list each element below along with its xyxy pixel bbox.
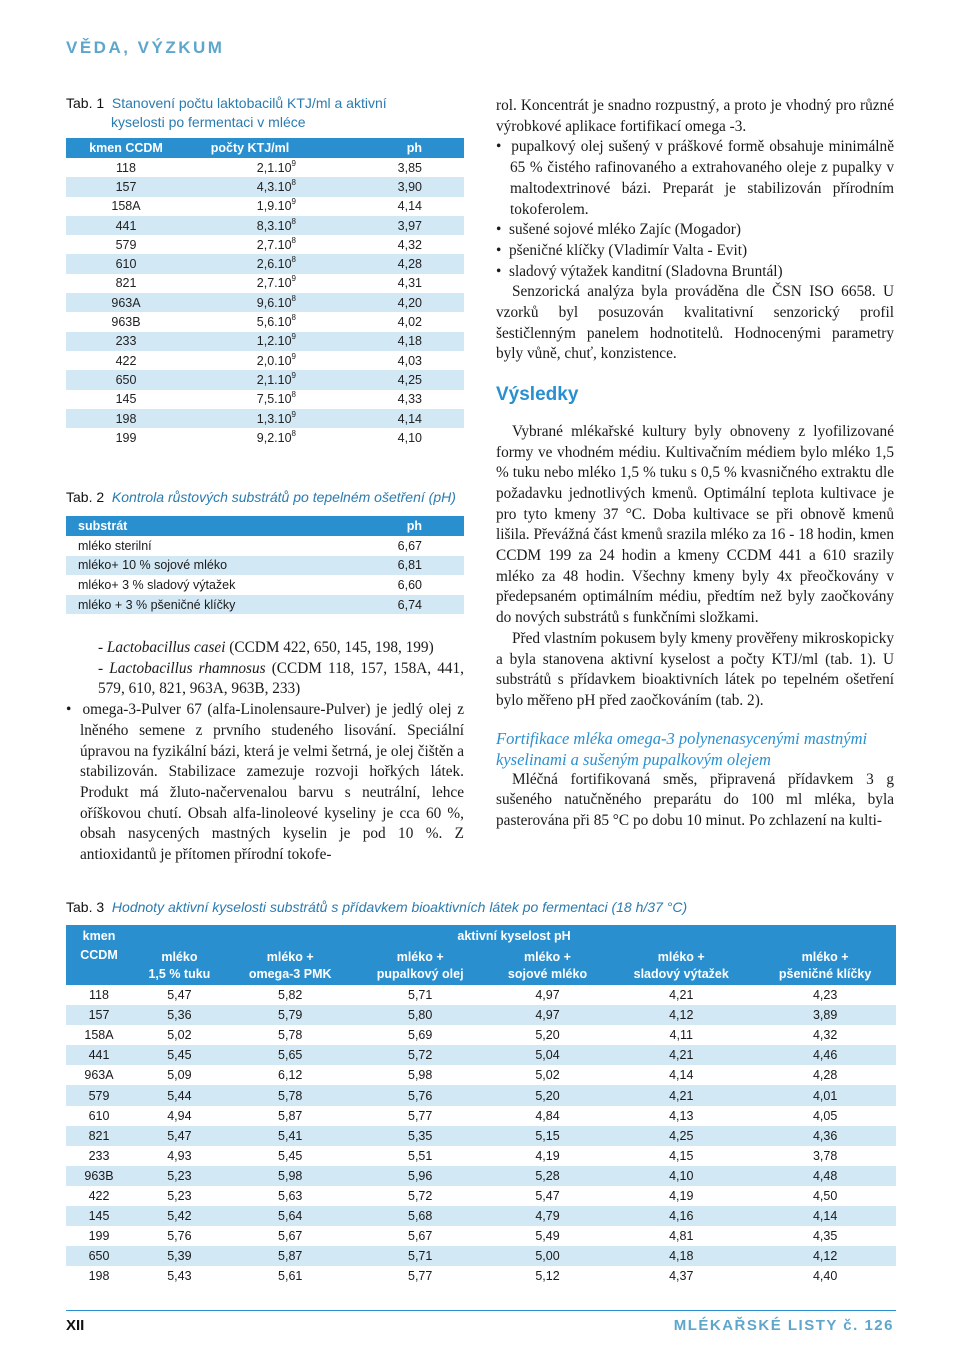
table3-cell: 4,84: [535, 1108, 560, 1123]
table1-cell-exponent: 9: [291, 158, 296, 168]
table1-cell-exponent: 9: [291, 332, 296, 342]
table1-cell-ph: 4,10: [397, 430, 422, 445]
table3-cell: 963B: [66, 1166, 132, 1186]
table3-row: [66, 1166, 896, 1186]
table3-cell: 5,41: [227, 1126, 354, 1146]
table3-cell: 5,00: [487, 1246, 608, 1266]
table3-cell: 5,12: [535, 1269, 560, 1284]
table1-cell-kmen: 233: [66, 332, 186, 351]
table1-cell-exponent: 8: [291, 177, 296, 187]
table1-cell-pocty: 5,6.10$^8$: [256, 313, 296, 330]
table3-cell: 5,43: [167, 1269, 192, 1284]
table3-cell: 5,49: [535, 1229, 560, 1244]
bullet-psenicne: • pšeničné klíčky (Vladimír Valta - Evit): [496, 241, 748, 259]
subsection-heading-fortifikace: Fortifikace mléka omega-3 polynenasycenými mastnými kyselinami a sušeným pupalkovým olejem: [496, 728, 868, 769]
table1-cell-ph: 4,18: [314, 332, 464, 351]
table3-row: [66, 1146, 896, 1166]
table3-cell: 4,16: [608, 1206, 754, 1226]
table3-cell: 5,82: [278, 988, 303, 1003]
table3-cell: 650: [66, 1246, 132, 1266]
table3-row: [66, 1025, 896, 1045]
table1-cell-exponent: 9: [291, 370, 296, 380]
table3-header-col: mléko + pupalkový olej: [354, 947, 487, 985]
table3-cell: 610: [88, 1108, 110, 1123]
table3-cell: 4,48: [754, 1166, 896, 1186]
table3-cell: 5,51: [408, 1148, 433, 1163]
table1-row: [66, 177, 464, 196]
table1-cell-pocty: 2,7.10$^9$: [256, 274, 296, 291]
table3-cell: 4,37: [669, 1269, 694, 1284]
table3-caption: [66, 898, 896, 917]
table1-cell-pocty: 2,1.10$^9$: [256, 158, 296, 175]
table1-cell-pocty: 8,3.10$^8$: [186, 216, 314, 235]
table1-cell-kmen: 118: [116, 160, 136, 175]
table1-row: [66, 197, 464, 216]
paragraph-mlecna: Mléčná fortifikovaná směs, připravená přídavkem 3 g sušeného natučněného preparátu do 100 ml mléka, byla pasterována při 85 °C po dobu 10 minut. Po zchlazení na kulti-: [496, 770, 894, 830]
table3-row: [66, 1106, 896, 1126]
table1-cell-exponent: 8: [291, 390, 296, 400]
table3-cell: 5,98: [227, 1166, 354, 1186]
table1-cell-ph: 4,28: [314, 254, 464, 273]
section-heading-vysledky: Výsledky: [496, 384, 579, 406]
table3-cell: 5,65: [227, 1045, 354, 1065]
table3-header-col: mléko + sojové mléko: [487, 947, 608, 985]
table3-cell: 4,50: [812, 1188, 838, 1203]
table1-cell-kmen: 579: [115, 237, 137, 252]
table1-cell-ph: 4,03: [397, 353, 422, 368]
table1-cell-ph: 4,20: [314, 293, 464, 312]
table1-cell-kmen: 650: [66, 370, 186, 389]
table2-cell-substrat: mléko + 3 % pšeničné klíčky: [66, 595, 338, 615]
paragraph-vybrane: Vybrané mlékařské kultury byly obnoveny z lyofilizované formy ve vhodném médiu. Kultivačním médiem bylo mléko 1,5 % tuku nebo mléko 1,5 % tuku s 0,5 % kvasničného extraktu dle požadavku jednotlivých kmenů. Optimální teplota kultivace je pro tyto kmeny 37 °C. Doba kultivace se při obnově kmenů lišila. Převážná část kmenů srazila mléko za 16 - 18 hodin, kmen CCDM 199 za 24 hodin a kmeny CCDM 441 a 610 srazily mléko za 48 hodin. Všechny kmeny byly 4x přeočkovány v předepsaném optimálním médiu, předtím než byly zaočkovány do nových substrátů s funkčními složkami.: [496, 422, 894, 627]
table3-cell: 5,71: [354, 1246, 487, 1266]
table3-row: [66, 1226, 896, 1246]
table1-row: [66, 216, 464, 235]
table3-cell: 4,21: [669, 988, 694, 1003]
table1-header-pocty: počty KTJ/ml: [186, 138, 314, 158]
table3-cell: 158A: [84, 1028, 114, 1043]
table3-row: [66, 1266, 896, 1286]
table1-cell-kmen: 821: [115, 276, 137, 291]
table3-cell: 4,14: [669, 1068, 694, 1083]
table1-cell-pocty: 2,0.10$^9$: [256, 351, 296, 368]
table1-cell-kmen: 963A: [66, 293, 186, 312]
table1-cell-kmen: 441: [66, 216, 186, 235]
table3-cell: 4,35: [812, 1229, 838, 1244]
footer-page-number: XII: [66, 1317, 85, 1334]
paragraph-rol: rol. Koncentrát je snadno rozpustný, a proto je vhodný pro různé výrobkové aplikace fortifikací omega -3.: [496, 97, 894, 135]
table2-cell-ph: 6,67: [397, 538, 422, 553]
table3-cell: 145: [66, 1206, 132, 1226]
table1: [66, 138, 464, 447]
table3-cell: 5,76: [354, 1085, 487, 1105]
table3-row: [66, 1246, 896, 1266]
table3-cell: 5,20: [487, 1085, 608, 1105]
footer-journal: MLÉKAŘSKÉ LISTY č. 126: [673, 1317, 894, 1334]
table1-cell-kmen: 145: [115, 392, 137, 407]
table1-row: [66, 158, 464, 177]
table1-cell-pocty: 1,9.10$^9$: [256, 197, 296, 214]
table2-cell-substrat: mléko+ 10 % sojové mléko: [66, 556, 338, 576]
table3-cell: 5,78: [278, 1028, 303, 1043]
table3-cell: 4,14: [754, 1206, 896, 1226]
bullet-omega3: • omega-3-Pulver 67 (alfa-Linolensaure-Pulver) je jedlý olej z lněného semene z prvního studeného lisování. Speciální úpravou na fyzikální bázi, která je velmi šetrná, je olej čištěn a stabilizován. Stabilizace zamezuje rozvoji hořkých látek. Produkt má žluto-načervenalou barvu s neutrální, lehce oříškovou chutí. Obsah alfa-linoleové kyseliny je cca 60 %, obsah nasycených mastných kyselin je pod 10 %. Z antioxidantů je přítomen přírodní tokofe-: [66, 701, 464, 864]
table1-cell-ph: 4,31: [397, 276, 422, 291]
table3-cell: 4,01: [754, 1085, 896, 1105]
table3-header-kmen: kmen: [66, 925, 132, 947]
table1-row: [66, 409, 464, 428]
table3-cell: 5,44: [132, 1085, 227, 1105]
table3-cell: 157: [66, 1005, 132, 1025]
table3-cell: 4,36: [754, 1126, 896, 1146]
table3-row: [66, 1186, 896, 1206]
table3-cell: 5,47: [535, 1188, 560, 1203]
table3-cell: 5,28: [487, 1166, 608, 1186]
table3-header-col: mléko + omega-3 PMK: [227, 947, 354, 985]
table3-cell: 5,35: [354, 1126, 487, 1146]
table1-row: [66, 293, 464, 312]
table1-cell-ph: 4,14: [314, 409, 464, 428]
table3-cell: 5,20: [535, 1028, 560, 1043]
table3-cell: 5,96: [354, 1166, 487, 1186]
table3-cell: 4,12: [608, 1005, 754, 1025]
table3-cell: 4,12: [754, 1246, 896, 1266]
table1-cell-ph: 4,32: [397, 237, 422, 252]
table3-cell: 4,32: [812, 1028, 838, 1043]
table1-row: [66, 332, 464, 351]
table1-cell-pocty: 2,1.10$^9$: [186, 370, 314, 389]
table1-cell-kmen: 158A: [111, 199, 141, 214]
table3-caption-text: Hodnoty aktivní kyselosti substrátů s přídavkem bioaktivních látek po fermentaci (18 h/37 °C): [111, 899, 688, 915]
table3-cell: 4,93: [167, 1148, 192, 1163]
table3-header-col: mléko + pšeničné klíčky: [754, 947, 896, 985]
table3-cell: 5,09: [167, 1068, 192, 1083]
table3-cell: 3,78: [812, 1148, 838, 1163]
table3-cell: 4,79: [487, 1206, 608, 1226]
table1-cell-exponent: 9: [291, 351, 296, 361]
table3-cell: 3,89: [754, 1005, 896, 1025]
bullet-sladovy: • sladový výtažek kanditní (Sladovna Bruntál): [496, 262, 783, 280]
table2-caption-text: Kontrola růstových substrátů po tepelném ošetření (pH): [111, 489, 456, 505]
table3-cell: 4,19: [535, 1148, 560, 1163]
table1-cell-exponent: 9: [291, 409, 296, 419]
table1-header-kmen: kmen CCDM: [66, 138, 186, 158]
table3-cell: 4,19: [669, 1188, 694, 1203]
table1-cell-exponent: 8: [291, 216, 296, 226]
table1-cell-ph: 4,25: [314, 370, 464, 389]
table2-row: [66, 536, 464, 556]
table3-cell: 5,67: [408, 1229, 433, 1244]
table1-cell-ph: 4,33: [397, 392, 422, 407]
left-column-text: [66, 638, 464, 866]
table2-cell-ph: 6,74: [338, 595, 464, 615]
table3-cell: 4,15: [669, 1148, 694, 1163]
table1-cell-ph: 3,97: [314, 216, 464, 235]
table1-row: [66, 428, 464, 447]
table3-header-col: mléko + sladový výtažek: [608, 947, 754, 985]
table2-row: [66, 575, 464, 595]
table3-cell: 5,23: [132, 1166, 227, 1186]
table3-cell: 5,72: [354, 1045, 487, 1065]
table3-cell: 4,11: [669, 1028, 693, 1043]
table3: [66, 925, 896, 1286]
table3-cell: 4,40: [812, 1269, 838, 1284]
strain-list-casei: - Lactobacillus casei (CCDM 422, 650, 145, 198, 199): [98, 639, 434, 656]
table2-cell-ph: 6,60: [397, 577, 422, 592]
table1-row: [66, 351, 464, 370]
table3-cell: 821: [66, 1126, 132, 1146]
table3-cell: 4,81: [669, 1229, 694, 1244]
table1-cell-pocty: 9,6.10$^8$: [186, 293, 314, 312]
table3-cell: 5,15: [487, 1126, 608, 1146]
table3-cell: 5,39: [132, 1246, 227, 1266]
table3-cell: 4,97: [535, 988, 560, 1003]
table1-cell-ph: 3,90: [314, 177, 464, 196]
table1-cell-kmen: 198: [66, 409, 186, 428]
table3-cell: 198: [88, 1269, 110, 1284]
table1-caption-line2: kyselosti po fermentaci v mléce: [111, 114, 306, 130]
table1-cell-exponent: 8: [291, 293, 296, 303]
table1-cell-kmen: 157: [66, 177, 186, 196]
table3-cell: 5,02: [167, 1028, 192, 1043]
table3-cell: 5,23: [167, 1188, 192, 1203]
table3-header-col: mléko 1,5 % tuku: [132, 947, 227, 985]
table1-cell-pocty: 7,5.10$^8$: [256, 390, 296, 407]
table3-cell: 5,47: [132, 1126, 227, 1146]
table2: [66, 516, 464, 614]
table3-row: [66, 1045, 896, 1065]
table1-cell-pocty: 4,3.10$^8$: [186, 177, 314, 196]
table3-cell: 4,94: [167, 1108, 192, 1123]
table3-cell: 199: [88, 1229, 110, 1244]
bullet-pupalkovy: • pupalkový olej sušený v práškové formě obsahuje minimálně 65 % čistého rafinovaného a extrahovaného oleje z pupalky v maltodextrinové bázi. Preparát je stabilizován přírodním tokoferolem.: [496, 138, 894, 218]
table1-cell-exponent: 9: [291, 274, 296, 284]
table3-cell: 5,45: [278, 1148, 303, 1163]
table1-cell-pocty: 1,3.10$^9$: [186, 409, 314, 428]
table3-cell: 5,61: [278, 1269, 303, 1284]
table3-cell: 4,13: [669, 1108, 694, 1123]
footer-rule: [66, 1310, 896, 1311]
table3-header-ccdm: CCDM: [66, 947, 132, 985]
table3-cell: 5,98: [408, 1068, 433, 1083]
table1-label: Tab. 1: [66, 95, 105, 111]
table3-cell: 4,21: [608, 1085, 754, 1105]
table3-cell: 4,25: [608, 1126, 754, 1146]
table3-cell: 5,80: [354, 1005, 487, 1025]
table3-row: [66, 1065, 896, 1085]
table3-row: [66, 985, 896, 1005]
paragraph-senzoricka: Senzorická analýza byla prováděna dle ČSN ISO 6658. U vzorků byl posuzován kvalitativní senzorický profil šestičlenným panelem hodnotitelů. Hodnocenými parametry byly vůně, chuť, konzistence.: [496, 283, 894, 363]
table1-row: [66, 390, 464, 409]
table3-row: [66, 1126, 896, 1146]
table1-cell-exponent: 8: [291, 313, 296, 323]
table1-cell-exponent: 8: [291, 235, 296, 245]
table2-caption: [66, 488, 476, 507]
table3-cell: 5,69: [408, 1028, 433, 1043]
table2-cell-substrat: mléko sterilní: [78, 538, 152, 553]
right-column-text: [496, 96, 894, 832]
table3-cell: 4,21: [608, 1045, 754, 1065]
paragraph-pred: Před vlastním pokusem byly kmeny prověřeny mikroskopicky a byla stanovena aktivní kyselost a počty KTJ/ml (tab. 1). U substrátů s přídavkem bioaktivních látek po tepelném ošetření bylo měřeno pH před zaočkováním (tab. 2).: [496, 629, 894, 709]
table3-cell: 233: [88, 1148, 110, 1163]
table3-cell: 4,05: [812, 1108, 838, 1123]
table3-cell: 5,47: [167, 988, 192, 1003]
table3-cell: 5,72: [408, 1188, 433, 1203]
table3-cell: 4,97: [487, 1005, 608, 1025]
table2-cell-substrat: mléko+ 3 % sladový výtažek: [78, 577, 236, 592]
table2-header-ph: ph: [338, 516, 464, 536]
table1-cell-ph: 3,85: [397, 160, 422, 175]
table1-cell-pocty: 2,6.10$^8$: [186, 254, 314, 273]
table1-cell-pocty: 9,2.10$^8$: [256, 428, 296, 445]
table3-cell: 6,12: [278, 1068, 303, 1083]
table3-cell: 5,67: [278, 1229, 303, 1244]
table3-row: [66, 1085, 896, 1105]
table3-cell: 963A: [84, 1068, 114, 1083]
table1-cell-ph: 4,02: [397, 315, 422, 330]
table2-row: [66, 595, 464, 615]
table1-cell-ph: 4,14: [397, 199, 422, 214]
table1-caption: [66, 94, 466, 132]
table1-cell-exponent: 8: [291, 428, 296, 438]
table3-cell: 4,23: [812, 988, 838, 1003]
table1-cell-pocty: 1,2.10$^9$: [186, 332, 314, 351]
table3-cell: 5,76: [167, 1229, 192, 1244]
table1-row: [66, 370, 464, 389]
table3-cell: 4,46: [754, 1045, 896, 1065]
table3-cell: 5,71: [408, 988, 433, 1003]
table3-cell: 4,10: [608, 1166, 754, 1186]
table3-header-group: aktivní kyselost pH: [132, 925, 896, 947]
table3-cell: 5,87: [278, 1108, 303, 1123]
table1-cell-kmen: 610: [66, 254, 186, 273]
table3-cell: 4,28: [812, 1068, 838, 1083]
bullet-sojove: • sušené sojové mléko Zajíc (Mogador): [496, 221, 741, 239]
table3-cell: 5,63: [278, 1188, 303, 1203]
strain-list-rhamnosus: - Lactobacillus rhamnosus (CCDM 118, 157, 158A, 441, 579, 610, 821, 963A, 963B, 233): [98, 659, 465, 698]
table3-cell: 579: [66, 1085, 132, 1105]
table3-cell: 5,04: [487, 1045, 608, 1065]
table3-cell: 441: [66, 1045, 132, 1065]
table3-row: [66, 1005, 896, 1025]
table3-cell: 422: [88, 1188, 110, 1203]
table3-row: [66, 1206, 896, 1226]
table3-cell: 5,77: [408, 1108, 433, 1123]
table1-row: [66, 254, 464, 273]
table1-cell-kmen: 422: [115, 353, 137, 368]
table3-cell: 5,79: [227, 1005, 354, 1025]
table2-header-substrat: substrát: [66, 516, 338, 536]
table1-row: [66, 312, 464, 331]
section-header: VĚDA, VÝZKUM: [66, 38, 225, 57]
table3-label: Tab. 3: [66, 899, 105, 915]
table3-cell: 5,77: [408, 1269, 433, 1284]
table3-cell: 5,87: [227, 1246, 354, 1266]
table3-cell: 5,36: [132, 1005, 227, 1025]
table2-row: [66, 556, 464, 576]
table1-caption-line1: Stanovení počtu laktobacilů KTJ/ml a aktivní: [111, 95, 387, 111]
table1-cell-pocty: 2,7.10$^8$: [256, 235, 296, 252]
table3-cell: 5,68: [354, 1206, 487, 1226]
table2-cell-ph: 6,81: [338, 556, 464, 576]
table1-row: [66, 235, 464, 254]
table3-cell: 5,64: [227, 1206, 354, 1226]
table1-cell-kmen: 199: [115, 430, 137, 445]
table1-row: [66, 274, 464, 293]
table3-cell: 5,42: [132, 1206, 227, 1226]
table3-cell: 5,02: [535, 1068, 560, 1083]
table2-label: Tab. 2: [66, 489, 105, 505]
table1-cell-exponent: 9: [291, 197, 296, 207]
table3-cell: 118: [89, 988, 109, 1003]
table3-cell: 5,78: [227, 1085, 354, 1105]
table1-header-ph: ph: [314, 138, 464, 158]
table1-cell-kmen: 963B: [111, 315, 141, 330]
table3-cell: 5,45: [132, 1045, 227, 1065]
table1-cell-exponent: 8: [291, 255, 296, 265]
table3-cell: 4,18: [608, 1246, 754, 1266]
